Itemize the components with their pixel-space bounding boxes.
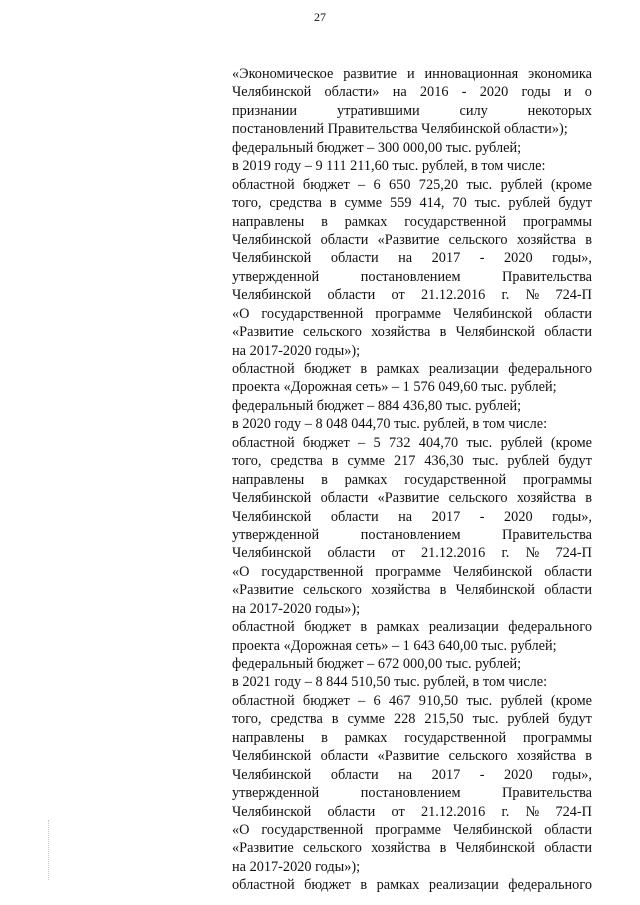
text-line: утвержденной постановлением Правительства xyxy=(232,785,592,802)
text-line: в 2021 году – 8 844 510,50 тыс. рублей, в том числе: xyxy=(232,674,548,691)
text-line: «Экономическое развитие и инновационная экономика xyxy=(232,66,592,82)
text-line: проекта «Дорожная сеть» – 1 576 049,60 тыс. рублей; xyxy=(232,379,557,396)
text-line: направлены в рамках государственной программы xyxy=(232,213,592,230)
text-line: Челябинской области «Развитие сельского хозяйства в xyxy=(232,748,592,765)
text-line: утвержденной постановлением Правительства xyxy=(232,526,592,543)
text-line: Челябинской области «Развитие сельского хозяйства в xyxy=(232,231,592,248)
text-line: на 2017-2020 годы»); xyxy=(232,342,361,359)
text-line: признании утратившими силу некоторых xyxy=(232,102,592,119)
page-number: 27 xyxy=(314,10,326,24)
text-line: «О государственной программе Челябинской области xyxy=(232,821,592,838)
text-line: «Развитие сельского хозяйства в Челябинской области xyxy=(232,324,592,341)
scan-margin-mark xyxy=(48,820,51,880)
text-line: того, средства в сумме 559 414, 70 тыс. рублей будут xyxy=(232,195,592,212)
text-line: Челябинской области от 21.12.2016 г. № 724-П xyxy=(232,803,592,820)
text-line: утвержденной постановлением Правительства xyxy=(232,268,592,285)
text-line: на 2017-2020 годы»); xyxy=(232,600,361,617)
text-line: постановлений Правительства Челябинской области»); xyxy=(232,121,568,138)
text-line: в 2020 году – 8 048 044,70 тыс. рублей, в том числе: xyxy=(232,416,548,433)
text-line: Челябинской области» на 2016 - 2020 годы и о xyxy=(232,84,592,101)
text-line: областной бюджет в рамках реализации федерального xyxy=(232,619,592,636)
text-line: проекта «Дорожная сеть» – 1 643 640,00 тыс. рублей; xyxy=(232,637,557,654)
text-line: в 2019 году – 9 111 211,60 тыс. рублей, в том числе: xyxy=(232,158,546,175)
text-line: федеральный бюджет – 672 000,00 тыс. рублей; xyxy=(232,656,522,672)
text-line: Челябинской области от 21.12.2016 г. № 724-П xyxy=(232,545,592,562)
text-line: направлены в рамках государственной программы xyxy=(232,471,592,488)
text-line: Челябинской области «Развитие сельского хозяйства в xyxy=(232,490,592,507)
text-line: Челябинской области на 2017 - 2020 годы», xyxy=(232,766,592,783)
text-line: направлены в рамках государственной программы xyxy=(232,729,592,746)
text-line: федеральный бюджет – 884 436,80 тыс. рублей; xyxy=(232,397,522,414)
text-line: «О государственной программе Челябинской области xyxy=(232,563,592,580)
text-line: «О государственной программе Челябинской области xyxy=(232,305,592,322)
text-line: областной бюджет – 5 732 404,70 тыс. рублей (кроме xyxy=(232,434,592,451)
text-line: областной бюджет в рамках реализации федерального xyxy=(232,877,592,894)
text-line: «Развитие сельского хозяйства в Челябинской области xyxy=(232,582,592,599)
text-line: того, средства в сумме 228 215,50 тыс. рублей будут xyxy=(232,711,592,728)
text-line: Челябинской области от 21.12.2016 г. № 724-П xyxy=(232,287,592,304)
text-line: Челябинской области на 2017 - 2020 годы», xyxy=(232,250,592,267)
text-line: областной бюджет в рамках реализации федерального xyxy=(232,361,592,377)
text-line: федеральный бюджет – 300 000,00 тыс. рублей; xyxy=(232,139,522,156)
document-body xyxy=(232,65,592,895)
text-line: того, средства в сумме 217 436,30 тыс. рублей будут xyxy=(232,453,592,470)
text-line: областной бюджет – 6 467 910,50 тыс. рублей (кроме xyxy=(232,692,592,709)
text-line: Челябинской области на 2017 - 2020 годы», xyxy=(232,508,592,525)
text-line: «Развитие сельского хозяйства в Челябинской области xyxy=(232,840,592,857)
text-line: областной бюджет – 6 650 725,20 тыс. рублей (кроме xyxy=(232,176,592,193)
text-line: на 2017-2020 годы»); xyxy=(232,858,361,875)
